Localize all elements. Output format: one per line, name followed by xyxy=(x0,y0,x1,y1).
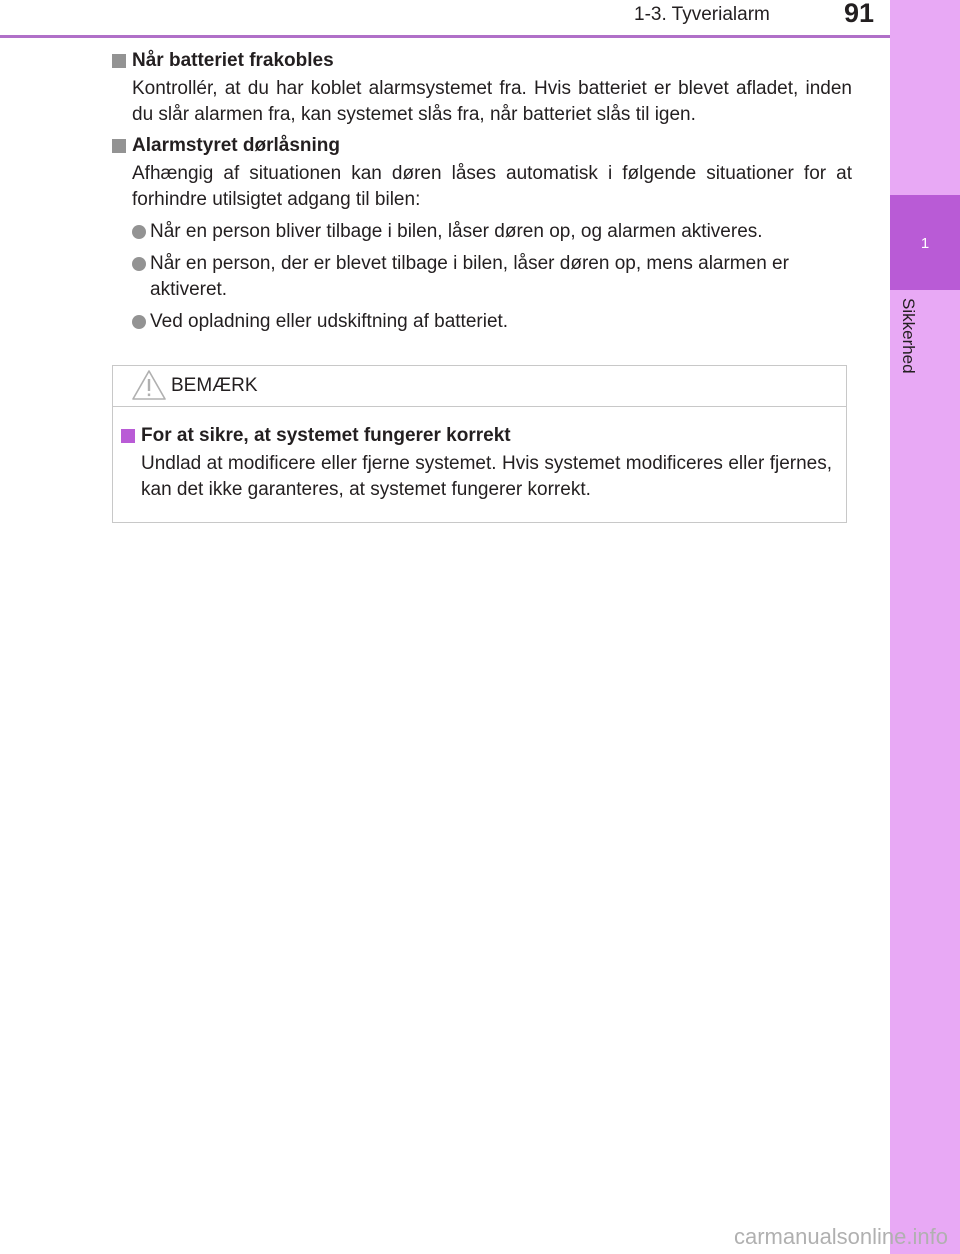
list-item: Når en person, der er blevet tilbage i bilen, låser døren op, mens alarmen er aktiveret. xyxy=(112,251,852,303)
chapter-label: Sikkerhed xyxy=(899,298,918,374)
chapter-tab[interactable] xyxy=(890,195,960,290)
header-divider xyxy=(0,35,890,38)
section-heading-door-lock: Alarmstyret dørlåsning xyxy=(112,133,852,159)
notice-body xyxy=(113,407,846,503)
notice-heading: For at sikre, at systemet fungerer korrekt xyxy=(121,423,832,449)
square-bullet-icon xyxy=(112,54,126,68)
warning-triangle-icon xyxy=(131,369,167,401)
list-item: Når en person bliver tilbage i bilen, låser døren op, og alarmen aktiveres. xyxy=(112,219,852,245)
section-body-door-lock: Afhængig af situationen kan døren låses automatisk i følgende situationer for at forhindre utilsigtet adgang til bilen: xyxy=(132,163,852,210)
chapter-sidebar xyxy=(890,0,960,1254)
notice-text: Undlad at modificere eller fjerne systemet. Hvis systemet modificeres eller fjernes, kan det ikke garanteres, at systemet fungerer korrekt. xyxy=(141,453,832,500)
notice-title: BEMÆRK xyxy=(171,375,258,396)
chapter-number: 1 xyxy=(920,235,930,252)
section-title: 1-3. Tyverialarm xyxy=(634,4,770,25)
page-number: 91 xyxy=(844,0,875,28)
circle-bullet-icon xyxy=(132,315,146,329)
section-heading-battery: Når batteriet frakobles xyxy=(112,48,852,74)
circle-bullet-icon xyxy=(132,257,146,271)
list-item: Ved opladning eller udskiftning af batteriet. xyxy=(112,309,852,335)
square-bullet-icon xyxy=(112,139,126,153)
notice-header xyxy=(113,366,846,407)
watermark: carmanualsonline.info xyxy=(733,1224,948,1249)
notice-box xyxy=(112,365,847,523)
circle-bullet-icon xyxy=(132,225,146,239)
square-bullet-icon xyxy=(121,429,135,443)
section-body-battery: Kontrollér, at du har koblet alarmsystemet fra. Hvis batteriet er blevet afladet, inden du slår alarmen fra, kan systemet slås fra, når batteriet slås til igen. xyxy=(132,78,852,125)
main-content xyxy=(112,48,852,341)
